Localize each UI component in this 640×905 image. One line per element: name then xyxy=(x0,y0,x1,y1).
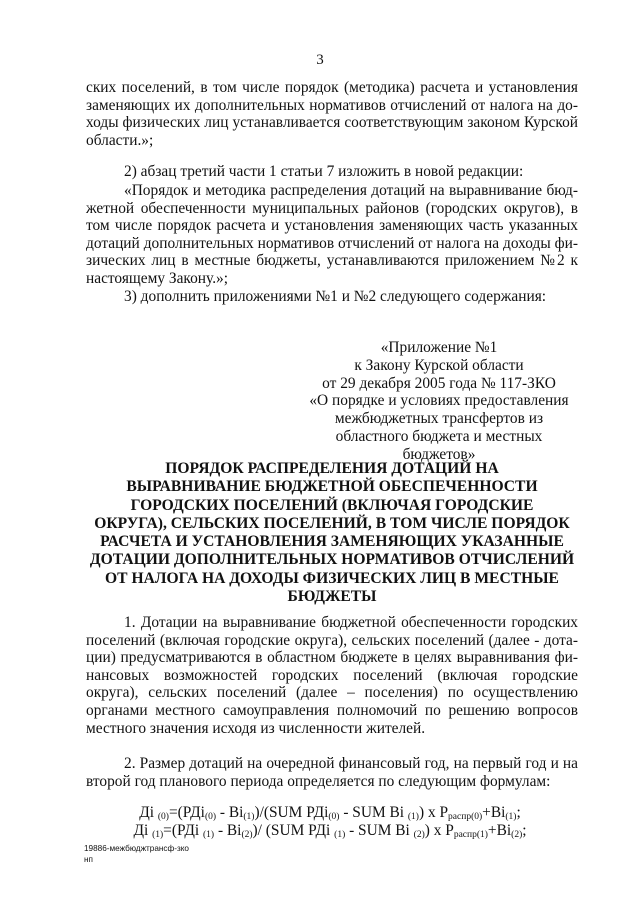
paragraph-amendment-3: 3) дополнить приложениями №1 и №2 следующего содержания: xyxy=(124,288,547,305)
paragraph-section-2: 2. Размер дотаций на очередной финансовый год, на первый год и на второй год планового периода определяется по следующим формулам: xyxy=(86,755,578,790)
heading-line: БЮДЖЕТЫ xyxy=(287,588,377,606)
appendix-line: к Закону Курской области xyxy=(354,356,524,374)
heading-line: ПОРЯДОК РАСПРЕДЕЛЕНИЯ ДОТАЦИЙ НА xyxy=(165,460,499,477)
paragraph-amendment-2: 2) абзац третий части 1 статьи 7 изложить в новой редакции: xyxy=(124,163,524,180)
heading-line: ДОТАЦИИ ДОПОЛНИТЕЛЬНЫХ НОРМАТИВОВ ОТЧИСЛЕНИЙ xyxy=(89,551,575,569)
appendix-line: областного бюджета и местных бюджетов» xyxy=(335,427,543,463)
appendix-line: «О порядке и условиях предоставления xyxy=(309,392,569,410)
formula-year-0: Дi $_{(0)}=(РДi_{(0)} - Вi_{(1)})/(SUM$ РДi$_{(0)}$ - SUM Вi $_{(1)}$) х $Р_{распр(0)}+Вi_{(1)}$; xyxy=(139,804,521,822)
heading-line: ВЫРАВНИВАНИЕ БЮДЖЕТНОЙ ОБЕСПЕЧЕННОСТИ xyxy=(126,478,538,496)
heading-line: ОКРУГА), СЕЛЬСКИХ ПОСЕЛЕНИЙ, В ТОМ ЧИСЛЕ ПОРЯДОК xyxy=(94,514,570,532)
formula-year-1: Дi $_{(1)}$=(РДi $_{(1)} - Вi_{(2)})/$ (SUM РДi $_{(1)}$ - SUM Вi $_{(2)}$) х $Р_{распр(1)}+Вi_{(2)}$; xyxy=(133,822,527,840)
page-number: 3 xyxy=(316,52,324,68)
appendix-line: межбюджетных трансфертов из xyxy=(334,410,544,428)
heading-line: ОТ НАЛОГА НА ДОХОДЫ ФИЗИЧЕСКИХ ЛИЦ В МЕСТНЫЕ xyxy=(105,569,559,587)
paragraph-intro: ских поселений, в том числе порядок (методика) расчета и установления заменяющих их дополнительных нормативов отчислений от налога на доходы физических лиц устанавливается соответствующим законом Курской области.»; xyxy=(86,79,578,149)
appendix-header xyxy=(300,339,578,464)
appendix-line: от 29 декабря 2005 года № 117-ЗКО xyxy=(322,374,556,392)
section-heading xyxy=(86,460,578,606)
heading-line: ГОРОДСКИХ ПОСЕЛЕНИЙ (ВКЛЮЧАЯ ГОРОДСКИЕ xyxy=(130,496,534,514)
footer-file-code: 19886-межбюджтрансф-зко xyxy=(84,844,189,853)
appendix-line: «Приложение №1 xyxy=(380,339,498,356)
footer-initials: нп xyxy=(84,855,93,864)
heading-line: РАСЧЕТА И УСТАНОВЛЕНИЯ ЗАМЕНЯЮЩИХ УКАЗАННЫЕ xyxy=(100,533,564,551)
paragraph-section-1: 1. Дотации на выравнивание бюджетной обеспеченности городских поселений (включая городские округа), сельских поселений (далее - дотации) предусматриваются в областном бюджете в целях выравнивания финансовых возможностей городских поселений (включая городские округа), сельских поселений (далее – поселения) по осуществлению органами местного самоуправления полномочий по решению вопросов местного значения исходя из численности жителей. xyxy=(86,614,578,737)
paragraph-quoted-text: «Порядок и методика распределения дотаций на выравнивание бюджетной обеспеченности муниципальных районов (городских округов), в том числе порядок расчета и установления заменяющих часть указанных дотаций дополнительных нормативов отчислений от налога на доходы физических лиц в местные бюджеты, устанавливаются приложением №2 к настоящему Закону.»; xyxy=(86,182,578,287)
